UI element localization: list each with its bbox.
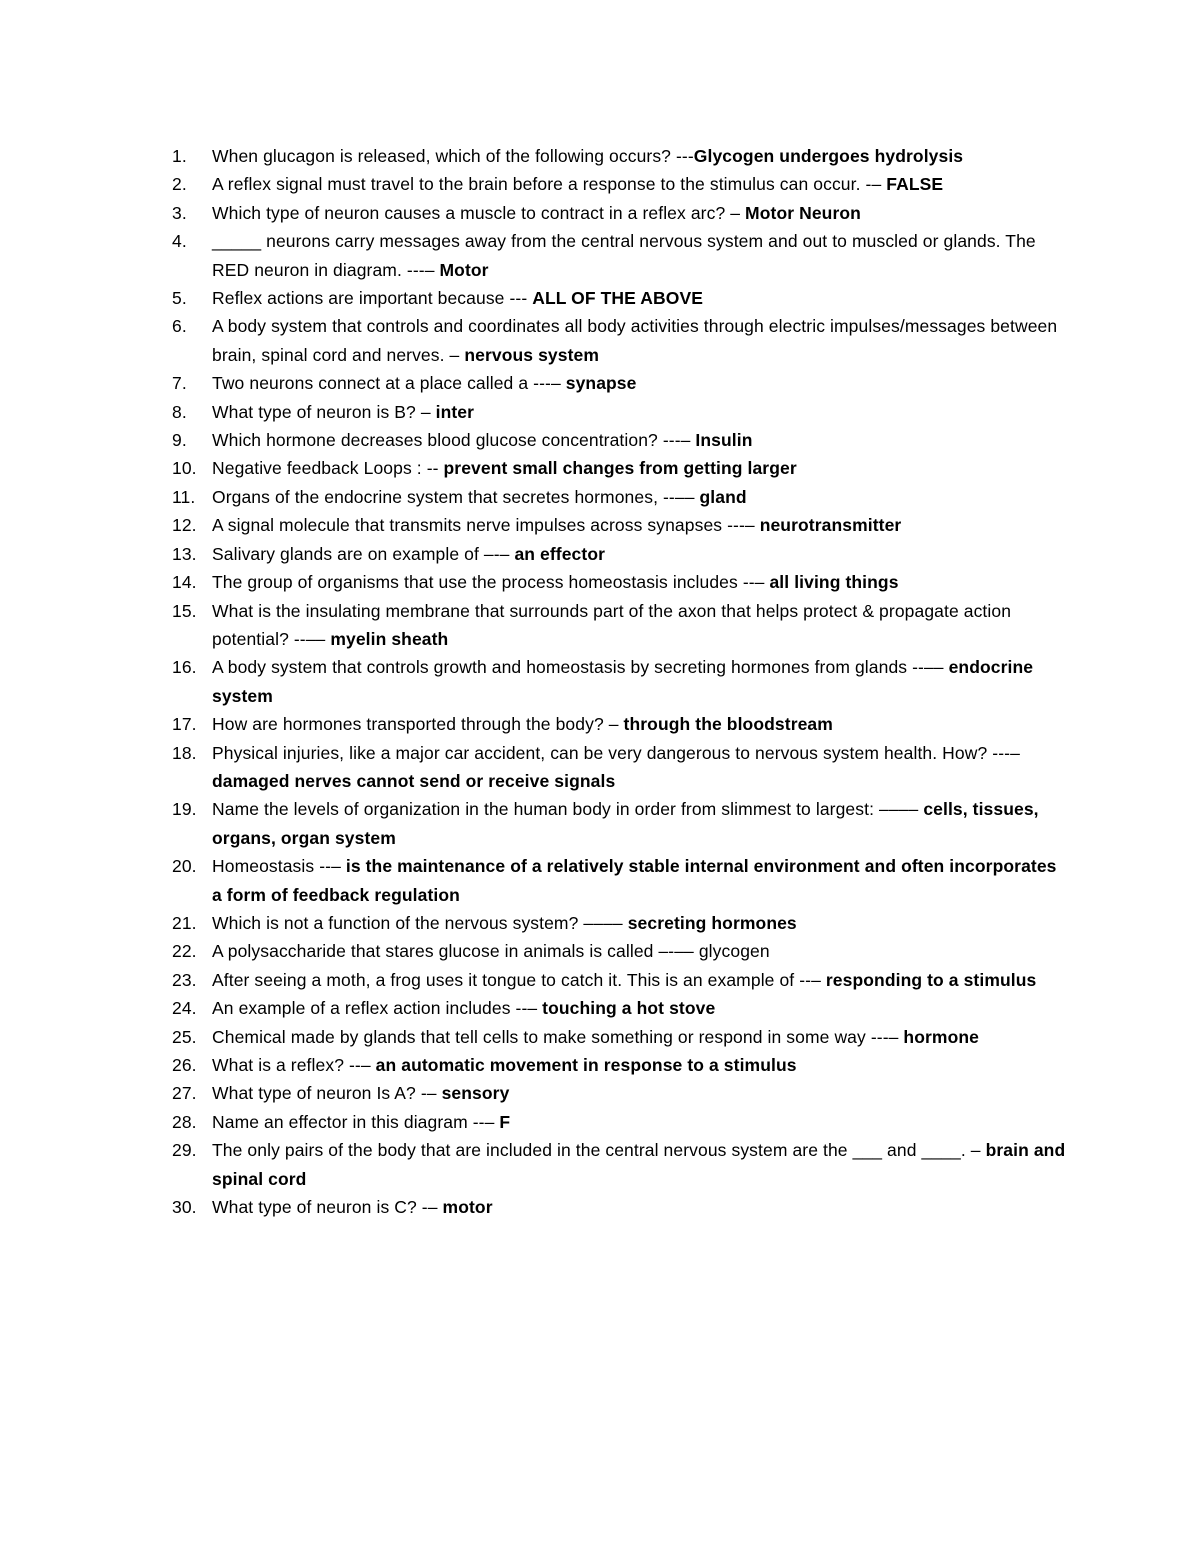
- answer-text: an effector: [514, 543, 606, 564]
- list-item: [0, 597, 1200, 654]
- answer-text: through the bloodstream: [623, 714, 833, 735]
- item-number: 17.: [172, 714, 197, 735]
- question-text: What is a reflex?: [212, 1055, 349, 1075]
- question-text: What type of neuron is B?: [212, 401, 421, 422]
- answer-separator: -–: [421, 1197, 443, 1218]
- answer-text: motor: [442, 1197, 493, 1218]
- answer-separator: --: [426, 458, 444, 479]
- list-item: [0, 227, 1200, 284]
- list-item: [0, 511, 1200, 539]
- answer-separator: -–: [865, 174, 887, 195]
- answer-text: nervous system: [464, 344, 600, 365]
- answer-separator: ––––: [879, 799, 924, 820]
- answer-text: FALSE: [886, 174, 944, 195]
- question-text: An example of a reflex action includes: [212, 998, 516, 1019]
- answer-separator: –: [970, 1140, 986, 1161]
- question-text: Negative feedback Loops :: [212, 458, 427, 479]
- question-text: What is the insulating membrane that surrounds part of the axon that helps protect & propagate action potential?: [212, 600, 1012, 649]
- list-item: [0, 426, 1200, 454]
- item-number: 19.: [172, 799, 197, 820]
- answer-text: hormone: [903, 1026, 979, 1047]
- answer-text: Motor: [439, 259, 489, 280]
- question-text: How are hormones transported through the body?: [212, 714, 609, 735]
- answer-text: damaged nerves cannot send or receive signals: [212, 770, 616, 791]
- list-item: [0, 1051, 1200, 1079]
- question-text: The group of organisms that use the process homeostasis includes: [212, 572, 743, 593]
- item-number: 22.: [172, 941, 197, 962]
- item-number: 18.: [172, 742, 197, 763]
- list-item: [0, 710, 1200, 738]
- list-item: [0, 170, 1200, 198]
- list-item: [0, 852, 1200, 909]
- item-number: 7.: [172, 373, 187, 394]
- question-text: A polysaccharide that stares glucose in animals is called: [212, 941, 659, 962]
- answer-text: an automatic movement in response to a stimulus: [375, 1055, 797, 1075]
- answer-text: touching a hot stove: [542, 998, 716, 1019]
- answer-separator: --–: [799, 969, 826, 990]
- answer-separator: --–: [472, 1111, 500, 1132]
- answer-separator: -–: [420, 1083, 442, 1104]
- answer-separator: –-–: [483, 543, 515, 564]
- list-item: [0, 199, 1200, 227]
- item-number: 20.: [172, 856, 197, 877]
- answer-text: Insulin: [695, 430, 753, 451]
- list-item: [0, 312, 1200, 369]
- list-item: [0, 454, 1200, 482]
- answer-text: all living things: [769, 572, 899, 593]
- answer-separator: --–: [515, 998, 543, 1019]
- question-text: Two neurons connect at a place called a: [212, 373, 534, 394]
- answer-text: brain and spinal cord: [212, 1140, 1066, 1189]
- question-text: Which hormone decreases blood glucose concentration?: [212, 430, 663, 451]
- item-number: 14.: [172, 572, 197, 593]
- question-text: When glucagon is released, which of the following occurs?: [212, 146, 676, 166]
- item-number: 10.: [172, 458, 197, 479]
- answer-text: synapse: [565, 373, 637, 394]
- question-text: Name an effector in this diagram: [212, 1111, 473, 1132]
- list-item: [0, 937, 1200, 965]
- answer-separator: --–: [319, 856, 346, 877]
- answer-separator: –: [730, 202, 746, 223]
- item-number: 1.: [172, 146, 187, 166]
- item-number: 8.: [172, 401, 187, 422]
- answer-text: glycogen: [698, 941, 770, 962]
- list-item: [0, 369, 1200, 397]
- question-text: A signal molecule that transmits nerve impulses across synapses: [212, 515, 728, 536]
- answer-text: ALL OF THE ABOVE: [532, 288, 703, 309]
- answer-text: is the maintenance of a relatively stable internal environment and often incorporates a form of feedback regulation: [212, 856, 1057, 905]
- answer-text: endocrine system: [212, 657, 1034, 706]
- answer-text: gland: [699, 486, 747, 507]
- list-item: [0, 909, 1200, 937]
- item-number: 6.: [172, 316, 187, 337]
- list-item: [0, 398, 1200, 426]
- answer-separator: ---–: [727, 515, 760, 536]
- answer-separator: –: [420, 401, 436, 422]
- item-number: 3.: [172, 202, 187, 223]
- answer-separator: ––––: [583, 912, 628, 933]
- answer-separator: ---–: [992, 742, 1020, 763]
- answer-text: Glycogen undergoes hydrolysis: [693, 146, 964, 166]
- answer-text: inter: [435, 401, 475, 422]
- answer-separator: –: [608, 714, 624, 735]
- item-number: 15.: [172, 600, 197, 621]
- question-text: What type of neuron is C?: [212, 1197, 422, 1218]
- list-item: [0, 540, 1200, 568]
- list-item: [0, 284, 1200, 312]
- item-number: 24.: [172, 998, 197, 1019]
- list-item: [0, 1079, 1200, 1107]
- answer-text: prevent small changes from getting larger: [443, 458, 797, 479]
- list-item: [0, 1023, 1200, 1051]
- item-number: 21.: [172, 912, 197, 933]
- item-number: 27.: [172, 1083, 197, 1104]
- item-number: 4.: [172, 231, 187, 252]
- answer-text: F: [499, 1111, 511, 1132]
- answer-separator: --––: [912, 657, 949, 678]
- question-text: What type of neuron Is A?: [212, 1083, 421, 1104]
- answer-separator: ---–: [533, 373, 566, 394]
- answer-separator: ---–: [662, 430, 696, 451]
- item-number: 13.: [172, 543, 197, 564]
- question-text: After seeing a moth, a frog uses it tongue to catch it. This is an example of: [212, 969, 800, 990]
- answer-separator: ---–: [870, 1026, 904, 1047]
- item-number: 16.: [172, 657, 197, 678]
- answer-separator: –-––: [658, 941, 699, 962]
- answer-text: myelin sheath: [330, 628, 449, 649]
- item-number: 5.: [172, 288, 187, 309]
- question-text: Chemical made by glands that tell cells to make something or respond in some way: [212, 1026, 871, 1047]
- item-number: 9.: [172, 430, 187, 451]
- list-item: [0, 966, 1200, 994]
- question-text: A body system that controls growth and homeostasis by secreting hormones from glands: [212, 657, 913, 678]
- answer-separator: --–: [742, 572, 770, 593]
- list-item: [0, 568, 1200, 596]
- item-number: 11.: [172, 486, 196, 507]
- question-text: Name the levels of organization in the human body in order from slimmest to largest:: [212, 799, 880, 820]
- answer-text: secreting hormones: [627, 912, 797, 933]
- item-number: 30.: [172, 1197, 197, 1218]
- answer-text: responding to a stimulus: [825, 969, 1037, 990]
- item-number: 2.: [172, 174, 187, 195]
- list-item: [0, 483, 1200, 511]
- question-text: Homeostasis: [212, 856, 320, 877]
- answer-separator: ---: [509, 288, 533, 309]
- answer-text: sensory: [441, 1083, 510, 1104]
- list-item: [0, 994, 1200, 1022]
- answer-separator: --–: [349, 1055, 376, 1075]
- item-number: 12.: [172, 515, 197, 536]
- answer-separator: --––: [293, 628, 331, 649]
- question-text: Reflex actions are important because: [212, 288, 510, 309]
- question-text: Which type of neuron causes a muscle to contract in a reflex arc?: [212, 202, 731, 223]
- question-text: Organs of the endocrine system that secretes hormones,: [212, 486, 663, 507]
- answer-text: cells, tissues, organs, organ system: [212, 799, 1039, 848]
- list-item: [0, 739, 1200, 796]
- question-text: Which is not a function of the nervous system?: [212, 912, 584, 933]
- question-text: A body system that controls and coordinates all body activities through electric impulses/messages between brain, spinal cord and nerves.: [212, 316, 1058, 365]
- item-number: 25.: [172, 1026, 197, 1047]
- list-item: [0, 142, 1200, 170]
- list-item: [0, 1108, 1200, 1136]
- answer-text: neurotransmitter: [759, 515, 902, 536]
- answer-separator: ---–: [406, 259, 440, 280]
- answer-separator: ---: [675, 146, 694, 166]
- list-item: [0, 1193, 1200, 1221]
- item-number: 26.: [172, 1055, 197, 1075]
- item-number: 28.: [172, 1111, 197, 1132]
- question-text: Salivary glands are on example of: [212, 543, 484, 564]
- answer-text: Motor Neuron: [745, 202, 861, 223]
- list-item: [0, 1136, 1200, 1193]
- answer-separator: –: [449, 344, 465, 365]
- list-item: [0, 653, 1200, 710]
- question-text: A reflex signal must travel to the brain before a response to the stimulus can occur.: [212, 174, 866, 195]
- list-item: [0, 795, 1200, 852]
- question-list: [0, 142, 1200, 1221]
- item-number: 29.: [172, 1140, 197, 1161]
- answer-separator: --––: [663, 486, 700, 507]
- item-number: 23.: [172, 969, 197, 990]
- question-text: The only pairs of the body that are included in the central nervous system are the ___ and ____.: [212, 1140, 971, 1161]
- question-text: Physical injuries, like a major car accident, can be very dangerous to nervous system health. How?: [212, 742, 993, 763]
- question-text: _____ neurons carry messages away from the central nervous system and out to muscled or glands. The RED neuron in diagram.: [212, 231, 1036, 280]
